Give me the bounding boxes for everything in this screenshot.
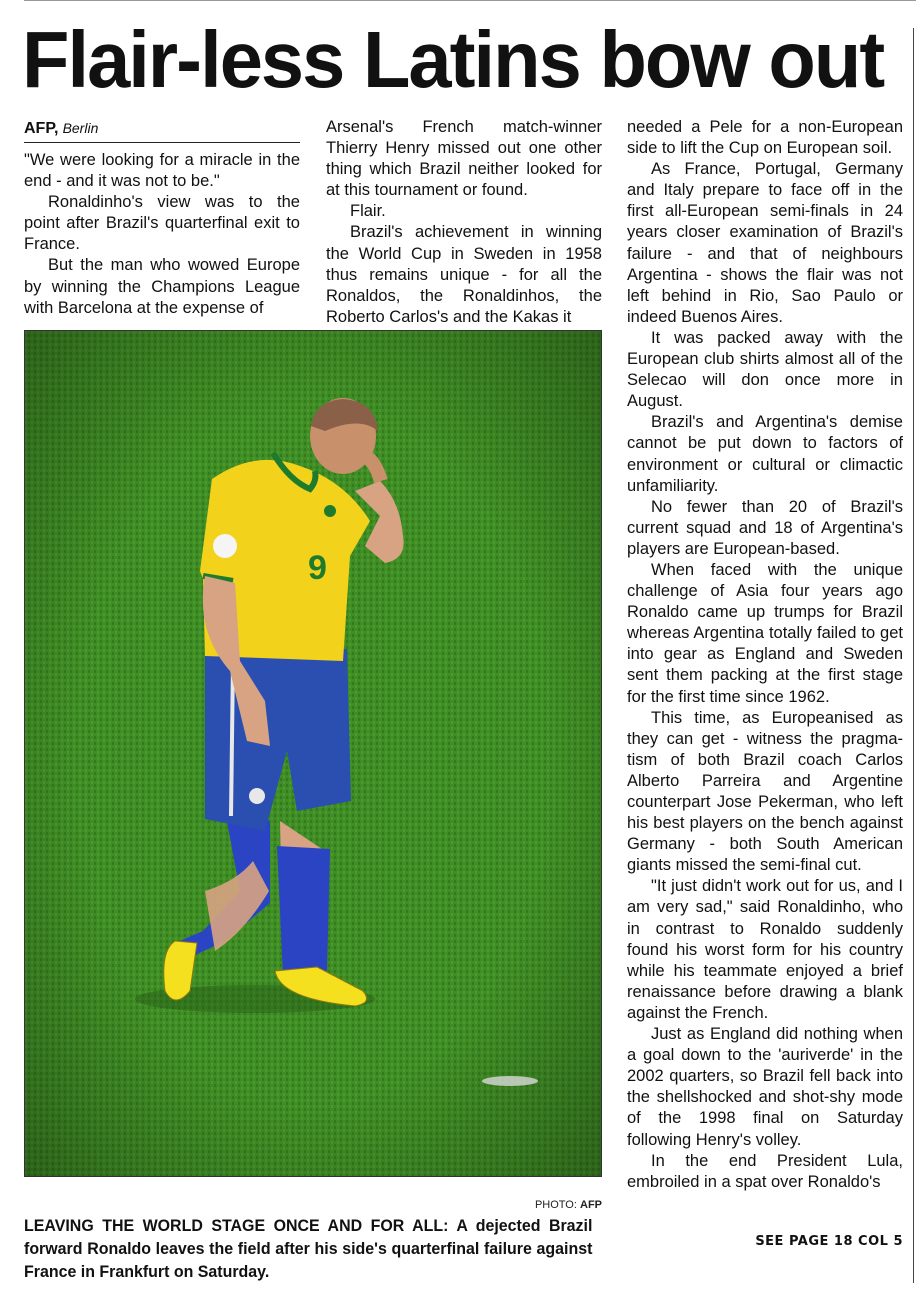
byline-city: Berlin — [62, 120, 99, 136]
paragraph: Ronaldinho's view was to the point after Brazil's quarterfinal exit to France. — [24, 193, 300, 254]
byline-rule — [24, 142, 300, 143]
sock-right — [277, 846, 330, 976]
paragraph: Brazil's and Argentina's demise cannot be put down to factors of environment or cultural or climactic unfamiliarity. — [627, 413, 903, 495]
paragraph: In the end President Lula, embroiled in a spat over Ronaldo's — [627, 1151, 903, 1191]
tournament-badge — [213, 534, 237, 558]
article-column-1 — [24, 150, 300, 319]
article-column-3 — [627, 117, 903, 1193]
headline: Flair-less Latins bow out — [22, 15, 884, 104]
paragraph: Flair. — [350, 202, 386, 221]
column-rule — [913, 28, 914, 1283]
paragraph: Arsenal's French match-winner Thierry Henry missed out one other thing which Brazil neither looked for at this tournament or found. — [326, 118, 602, 200]
paragraph: When faced with the unique challenge of Asia four years ago Ronaldo came up trumps for Brazil whereas Argentina totally failed to get into gear as England and Sweden sent them packing at the first stage for the first time since 1962. — [627, 560, 903, 706]
paragraph: This time, as Europeanised as they can get - witness the pragma-tism of both Brazil coach Carlos Alberto Parreira and Argentine counterpart Jose Pekerman, who left his best players on the bench against Germany - both South American giants missed the semi-final cut. — [627, 708, 903, 875]
photo-credit-agency: AFP — [580, 1199, 602, 1211]
paragraph: Just as England did nothing when a goal down to the 'auriverde' in the 2002 quarters, so Brazil fell back into the shellshocked and shot-shy mode of the 1998 final on Saturday following Henry's volley. — [627, 1025, 903, 1149]
pitch-marking — [482, 1076, 538, 1086]
paragraph: But the man who wowed Europe by winning the Champions League with Barcelona at the expense of — [24, 256, 300, 317]
paragraph: It was packed away with the European club shirts almost all of the Selecao will don once more in August. — [627, 328, 903, 411]
crest — [324, 505, 336, 517]
paragraph: No fewer than 20 of Brazil's current squad and 18 of Argentina's players are European-based. — [627, 497, 903, 558]
paragraph: "It just didn't work out for us, and I am very sad," said Ronaldinho, who in contrast to Ronaldo suddenly found his worst form for his country while his teammate enjoyed a brief renaissance before drawing a blank against the French. — [627, 877, 903, 1022]
paragraph: As France, Portugal, Germany and Italy prepare to face off in the first all-European semi-finals in 24 years closer examination of Brazil's failure - and that of neighbours Argentina - shows the flair was not left behind in Rio, Sao Paulo or indeed Buenos Aires. — [627, 160, 903, 326]
top-rule — [24, 0, 916, 1]
paragraph: Brazil's achievement in winning the World Cup in Sweden in 1958 thus remains unique - for all the Ronaldos, the Ronaldinhos, the Roberto Carlos's and the Kakas it — [326, 223, 602, 326]
player-illustration — [25, 331, 602, 1177]
paragraph: needed a Pele for a non-European side to lift the Cup on European soil. — [627, 118, 903, 158]
shirt-number: 9 — [308, 549, 327, 587]
photo-credit — [420, 1198, 602, 1212]
paragraph: "We were looking for a miracle in the end - and it was not to be." — [24, 151, 300, 191]
byline — [24, 118, 300, 139]
photo-credit-label: PHOTO: — [534, 1199, 577, 1211]
byline-agency: AFP, — [24, 120, 59, 137]
news-photo — [24, 330, 602, 1177]
continuation-line: SEE PAGE 18 COL 5 — [755, 1234, 903, 1249]
article-column-2 — [326, 117, 602, 328]
photo-caption: LEAVING THE WORLD STAGE ONCE AND FOR ALL: A dejected Brazil forward Ronaldo leaves the field after his side's quarterfinal failure against France in Frankfurt on Saturday. — [24, 1217, 593, 1281]
